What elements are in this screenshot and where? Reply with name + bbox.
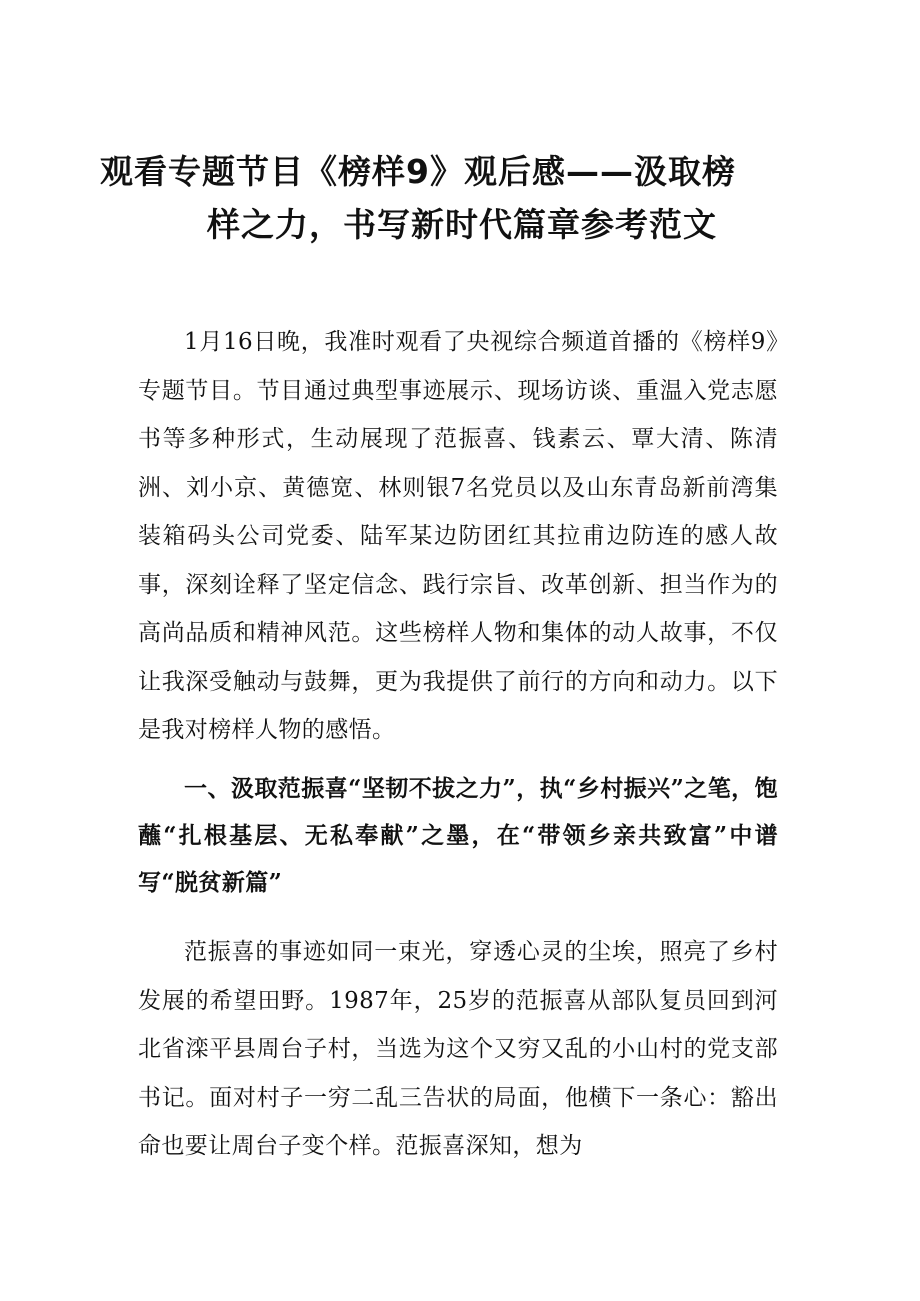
intro-paragraph: 1月16日晚，我准时观看了央视综合频道首播的《榜样9》专题节目。节目通过典型事迹展示、现场访谈、重温入党志愿书等多种形式，生动展现了范振喜、钱素云、覃大清、陈清洲、刘小京、黄德宽、林则银7名党员以及山东青岛新前湾集装箱码头公司党委、陆军某边防团红其拉甫边防连的感人故事，深刻诠释了坚定信念、践行宗旨、改革创新、担当作为的高尚品质和精神风范。这些榜样人物和集体的动人故事，不仅让我深受触动与鼓舞，更为我提供了前行的方向和动力。以下是我对榜样人物的感悟。 xyxy=(138,329,778,743)
document-title-line-1: 观看专题节目《榜样9》观后感——汲取榜 xyxy=(100,152,736,191)
body-paragraph: 范振喜的事迹如同一束光，穿透心灵的尘埃，照亮了乡村发展的希望田野。1987年，25岁的范振喜从部队复员回到河北省滦平县周台子村，当选为这个又穷又乱的小山村的党支部书记。面对村子一穷二乱三告状的局面，他横下一条心：豁出命也要让周台子变个样。范振喜深知，想为 xyxy=(138,939,778,1159)
section-heading-1: 一、汲取范振喜“坚韧不拔之力”，执“乡村振兴”之笔，饱蘸“扎根基层、无私奉献”之墨，在“带领乡亲共致富”中谱写“脱贫新篇” xyxy=(138,775,778,896)
document-title-line-2: 样之力，书写新时代篇章参考范文 xyxy=(207,205,717,244)
